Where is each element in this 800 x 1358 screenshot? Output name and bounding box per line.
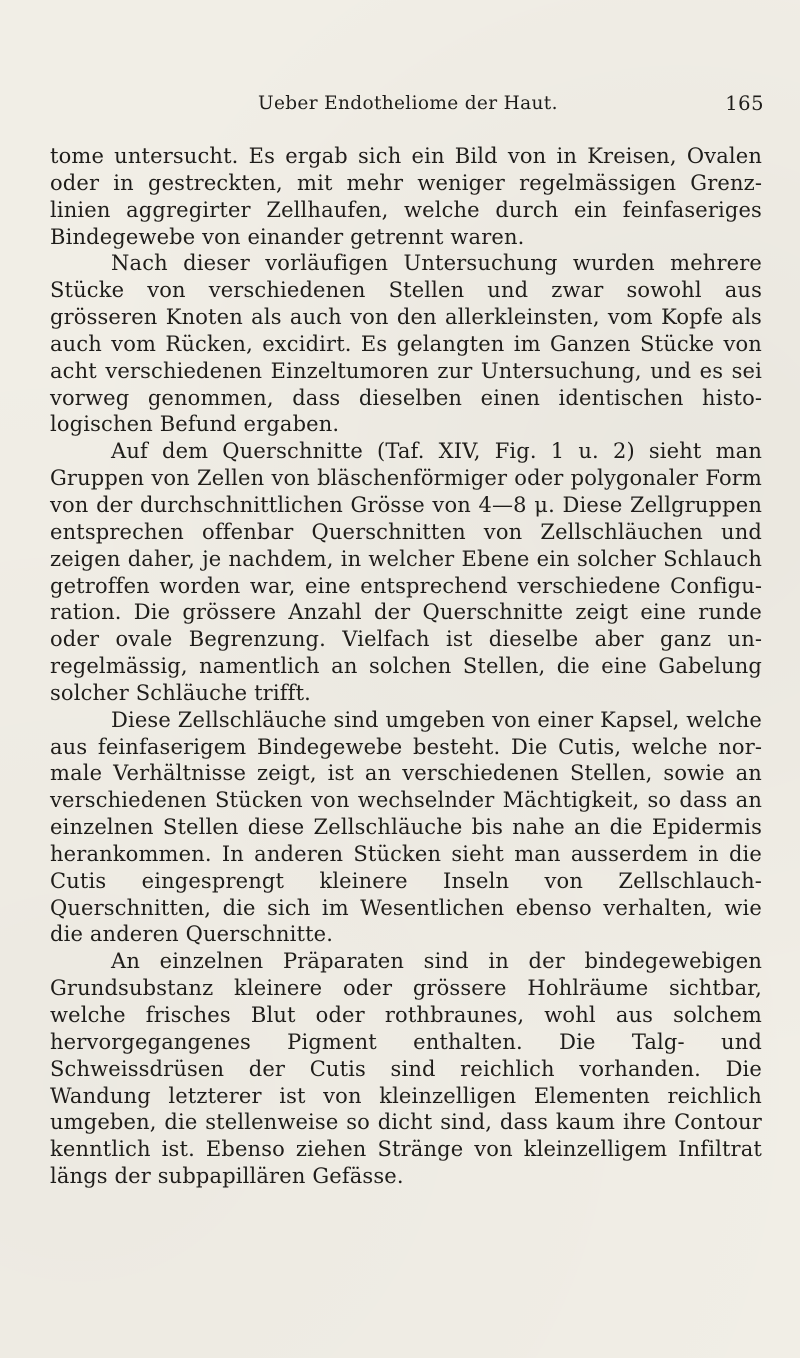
running-head: Ueber Endotheliome der Haut. [258, 93, 558, 114]
paragraph: Nach dieser vorläufigen Untersuchung wurden mehrere Stücke von verschiedenen Stellen und zwar sowohl aus grösseren Knoten als auch von den allerkleinsten, vom Kopfe als auch vom Rücken, excidirt. Es gelangten im Ganzen Stücke von acht verschiedenen Einzeltumoren zur Untersuchung, und es sei vorweg genommen, dass dieselben einen identischen histologischen Befund ergaben. [50, 251, 762, 437]
paragraph: Diese Zellschläuche sind umgeben von einer Kapsel, welche aus feinfaserigem Bindegewebe besteht. Die Cutis, welche normale Verhältnisse zeigt, ist an verschiedenen Stellen, sowie an verschiedenen Stücken von wechselnder Mächtigkeit, so dass an einzelnen Stellen diese Zellschläuche bis nahe an die Epidermis herankommen. In anderen Stücken sieht man ausserdem in die Cutis eingesprengt kleinere Inseln von Zellschlauch-Querschnitten, die sich im Wesentlichen ebenso verhalten, wie die anderen Querschnitte. [50, 707, 762, 947]
page-number: 165 [725, 92, 764, 115]
paragraph: tome untersucht. Es ergab sich ein Bild von in Kreisen, Ovalen oder in gestreckten, mit mehr weniger regelmässigen Grenzlinien aggregirter Zellhaufen, welche durch ein feinfaseriges Bindegewebe von einander getrennt waren. [50, 144, 762, 249]
body-text [50, 143, 762, 1190]
paragraph: An einzelnen Präparaten sind in der bindegewebigen Grundsubstanz kleinere oder grössere Hohlräume sichtbar, welche frisches Blut oder rothbraunes, wohl aus solchem hervorgegangenes Pigment enthalten. Die Talg- und Schweissdrüsen der Cutis sind reichlich vorhanden. Die Wandung letzterer ist von kleinzelligen Elementen reichlich umgeben, die stellenweise so dicht sind, dass kaum ihre Contour kenntlich ist. Ebenso ziehen Stränge von kleinzelligem Infiltrat längs der subpapillären Gefässe. [50, 949, 762, 1189]
paragraph: Auf dem Querschnitte (Taf. XIV, Fig. 1 u. 2) sieht man Gruppen von Zellen von bläschenförmiger oder polygonaler Form von der durchschnittlichen Grösse von 4—8 μ. Diese Zellgruppen entsprechen offenbar Querschnitten von Zellschläuchen und zeigen daher, je nachdem, in welcher Ebene ein solcher Schlauch getroffen worden war, eine entsprechend verschiedene Configuration. Die grössere Anzahl der Querschnitte zeigt eine runde oder ovale Begrenzung. Vielfach ist dieselbe aber ganz unregelmässig, namentlich an solchen Stellen, die eine Gabelung solcher Schläuche trifft. [50, 439, 762, 705]
